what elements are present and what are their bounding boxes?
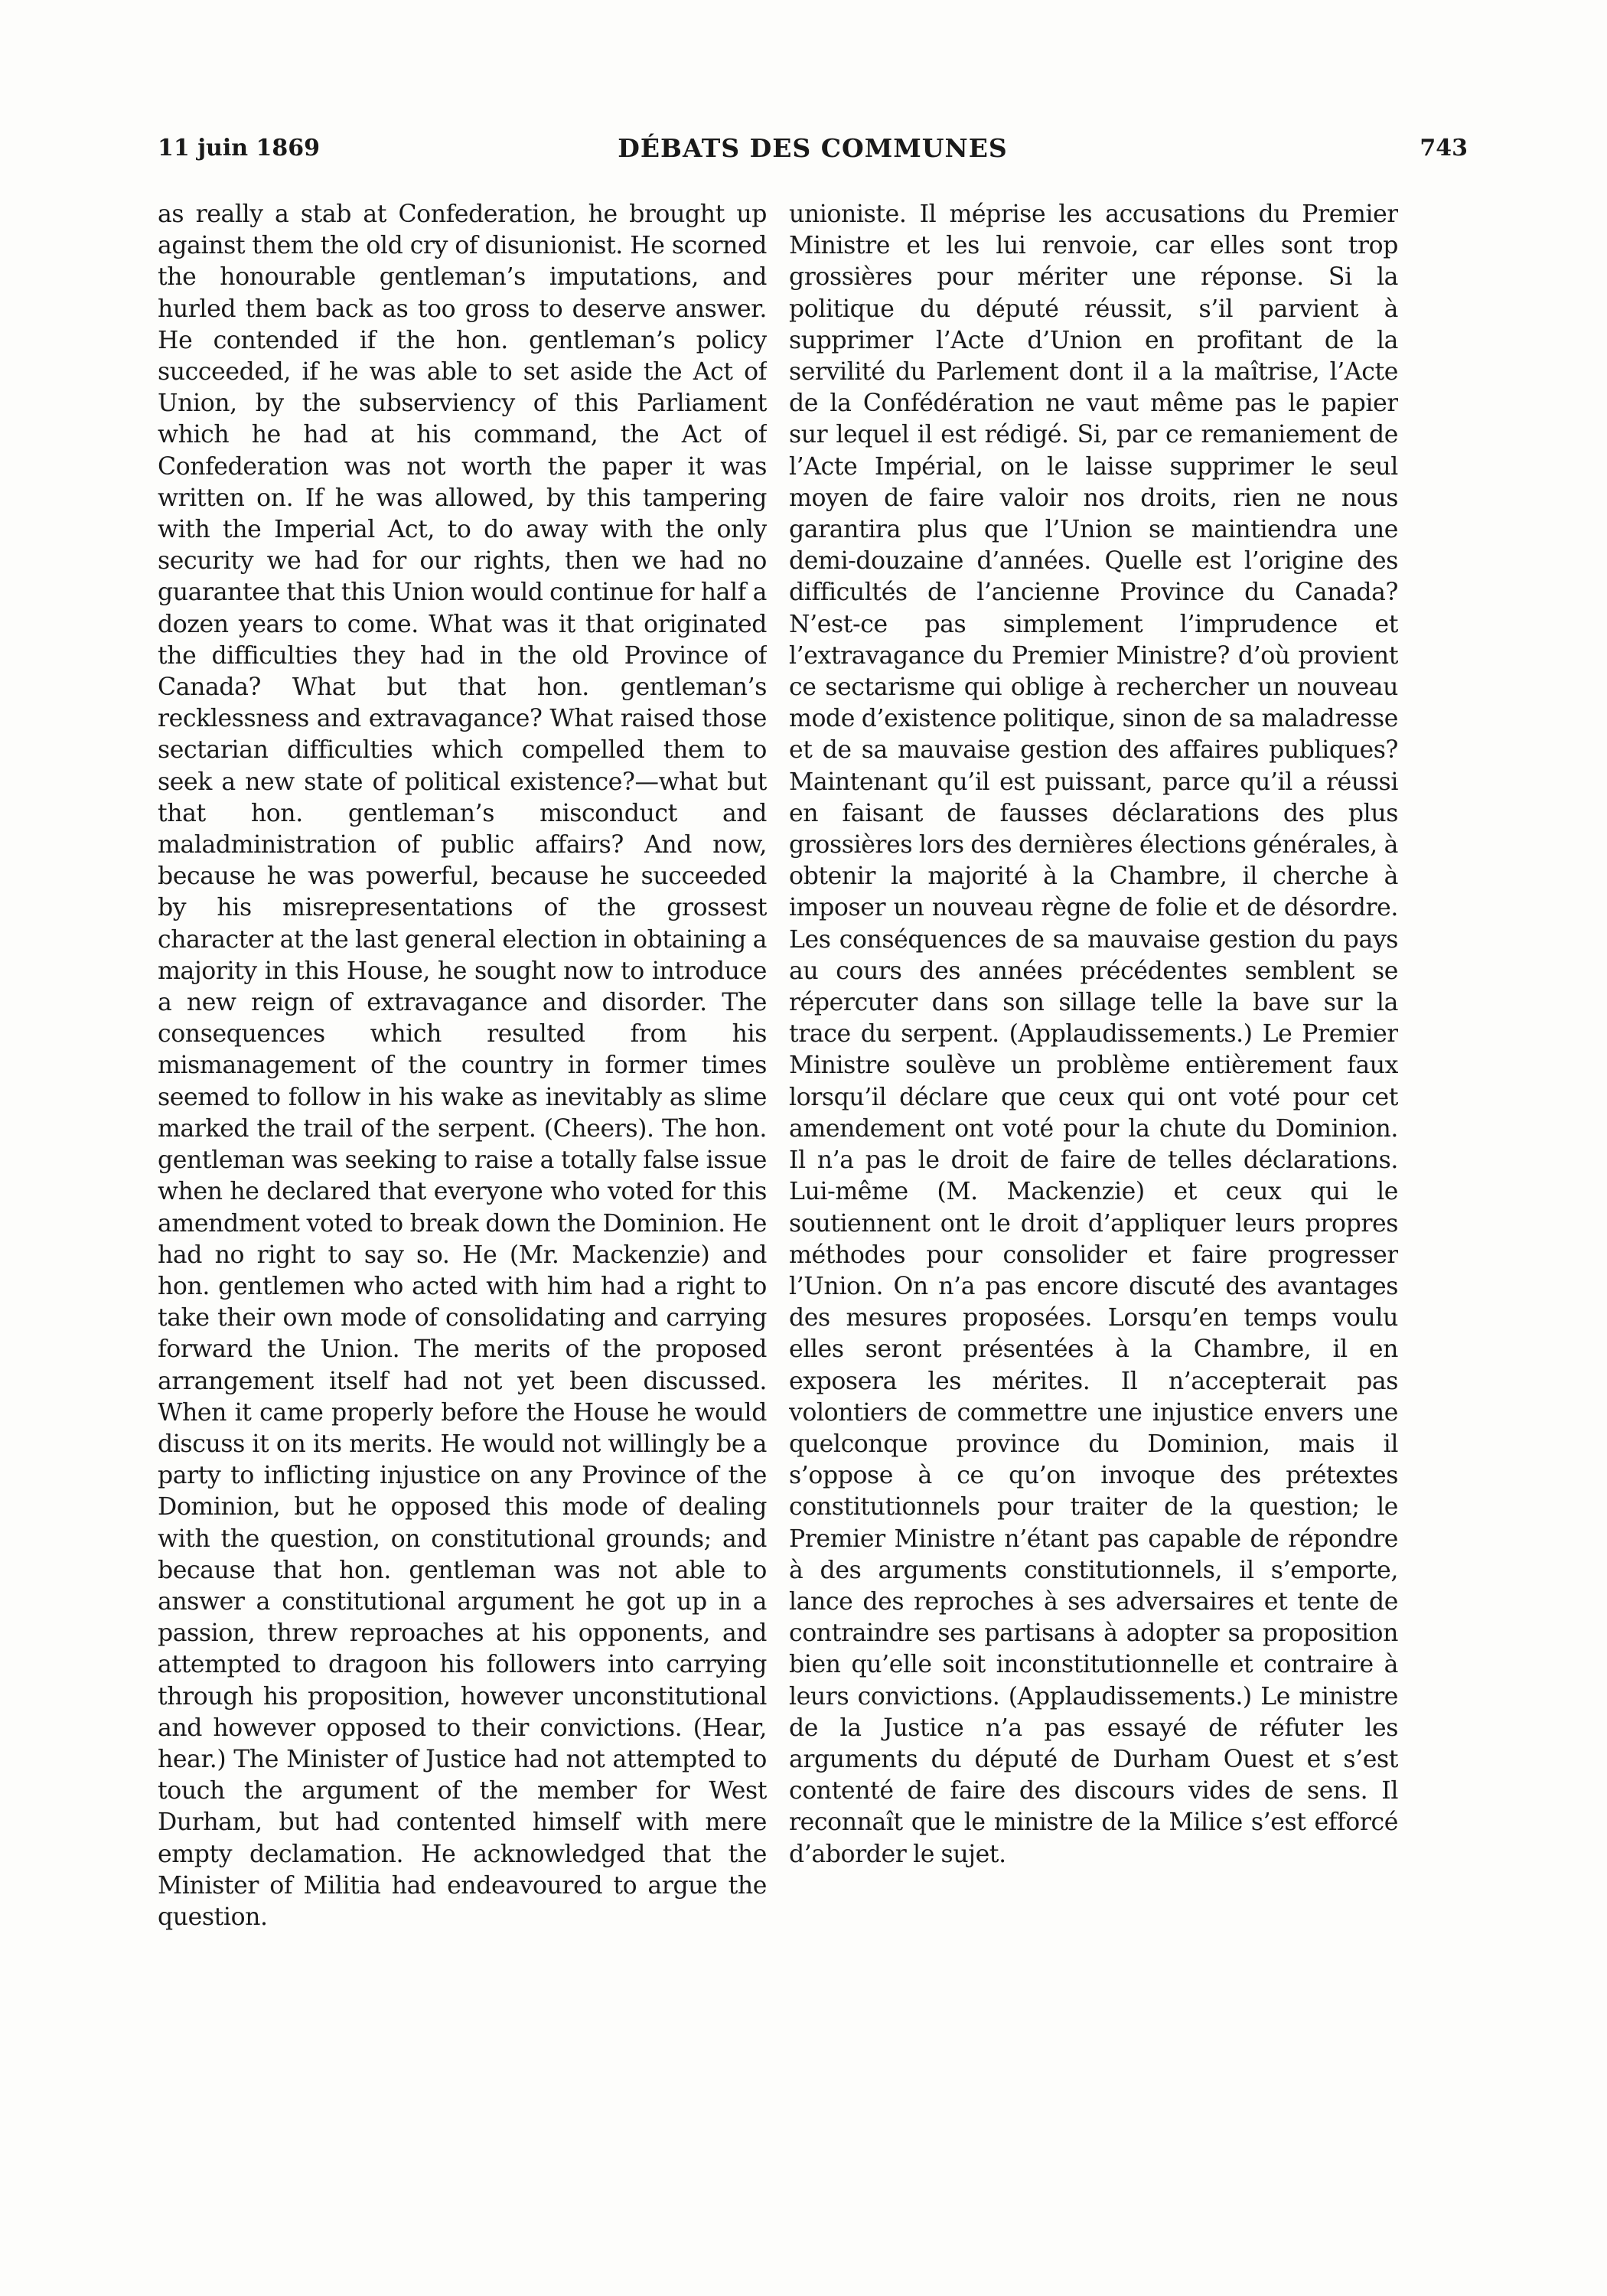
french-paragraph: unioniste. Il méprise les accusations du Premier Ministre et les lui renvoie, car elles sont trop grossières pour mériter une réponse. Si la politique du député réussit, s’il parvient à supprimer l’Acte d’Union en profitant de la servilité du Parlement dont il a la maîtrise, l’Acte de la Confédération ne vaut même pas le papier sur lequel il est rédigé. Si, par ce remaniement de l’Acte Impérial, on le laisse supprimer le seul moyen de faire valoir nos droits, rien ne nous garantira plus que l’Union se maintiendra une demi-douzaine d’années. Quelle est l’origine des difficultés de l’ancienne Province du Canada? N’est-ce pas simplement l’imprudence et l’extravagance du Premier Ministre? d’où provient ce sectarisme qui oblige à rechercher un nouveau mode d’existence politique, sinon de sa maladresse et de sa mauvaise gestion des affaires publiques? Maintenant qu’il est puissant, parce qu’il a réussi en faisant de fausses déclarations des plus grossières lors des dernières élections générales, à obtenir la majorité à la Chambre, il cherche à imposer un nouveau règne de folie et de désordre. Les conséquences de sa mauvaise gestion du pays au cours des années précédentes semblent se répercuter dans son sillage telle la bave sur la trace du serpent. (Applaudissements.) Le Premier Ministre soulève un problème entièrement faux lorsqu’il déclare que ceux qui ont voté pour cet amendement ont voté pour la chute du Dominion. Il n’a pas le droit de faire de telles déclarations. Lui-même (M. Mackenzie) et ceux qui le soutiennent ont le droit d’appliquer leurs propres méthodes pour consolider et faire progresser l’Union. On n’a pas encore discuté des avantages des mesures proposées. Lorsqu’en temps voulu elles seront présentées à la Chambre, il en exposera les mérites. Il n’accepterait pas volontiers de commettre une injustice envers une quelconque province du Dominion, mais il s’oppose à ce qu’on invoque des prétextes constitutionnels pour traiter de la question; le Premier Ministre n’étant pas capable de répondre à des arguments constitutionnels, il s’emporte, lance des reproches à ses adversaires et tente de contraindre ses partisans à adopter sa proposition bien qu’elle soit inconstitutionnelle et contraire à leurs convictions. (Applaudissements.) Le ministre de la Justice n’a pas essayé de réfuter les arguments du député de Durham Ouest et s’est contenté de faire des discours vides de sens. Il reconnaît que le ministre de la Milice s’est efforcé d’aborder le sujet. <box>789 201 1398 1868</box>
running-header <box>158 135 1468 174</box>
english-paragraph: as really a stab at Confederation, he brought up against them the old cry of disunionist. He scorned the honourable gentleman’s imputations, and hurled them back as too gross to deserve answer. He contended if the hon. gentleman’s policy succeeded, if he was able to set aside the Act of Union, by the subserviency of this Parliament which he had at his command, the Act of Confederation was not worth the paper it was written on. If he was allowed, by this tampering with the Imperial Act, to do away with the only security we had for our rights, then we had no guarantee that this Union would continue for half a dozen years to come. What was it that originated the difficulties they had in the old Province of Canada? What but that hon. gentleman’s recklessness and extravagance? What raised those sectarian difficulties which compelled them to seek a new state of political existence?—what but that hon. gentleman’s misconduct and maladministration of public affairs? And now, because he was powerful, because he succeeded by his misrepresentations of the grossest character at the last general election in obtaining a majority in this House, he sought now to introduce a new reign of extravagance and disorder. The consequences which resulted from his mismanagement of the country in former times seemed to follow in his wake as inevitably as slime marked the trail of the serpent. (Cheers). The hon. gentleman was seeking to raise a totally false issue when he declared that everyone who voted for this amendment voted to break down the Dominion. He had no right to say so. He (Mr. Mackenzie) and hon. gentlemen who acted with him had a right to take their own mode of consolidating and carrying forward the Union. The merits of the proposed arrangement itself had not yet been discussed. When it came properly before the House he would discuss it on its merits. He would not willingly be a party to inflicting injustice on any Province of the Dominion, but he opposed this mode of dealing with the question, on constitutional grounds; and because that hon. gentleman was not able to answer a constitutional argument he got up in a passion, threw reproaches at his opponents, and attempted to dragoon his followers into carrying through his proposition, however unconstitutional and however opposed to their convictions. (Hear, hear.) The Minister of Justice had not attempted to touch the argument of the member for West Durham, but had contented himself with mere empty declamation. He acknowledged that the Minister of Militia had endeavoured to argue the question. <box>158 201 767 1931</box>
english-column <box>158 199 767 1975</box>
header-title: DÉBATS DES COMMUNES <box>618 133 1008 163</box>
french-column <box>789 199 1398 1975</box>
page-number: 743 <box>1420 135 1468 161</box>
header-date: 11 juin 1869 <box>158 135 321 161</box>
